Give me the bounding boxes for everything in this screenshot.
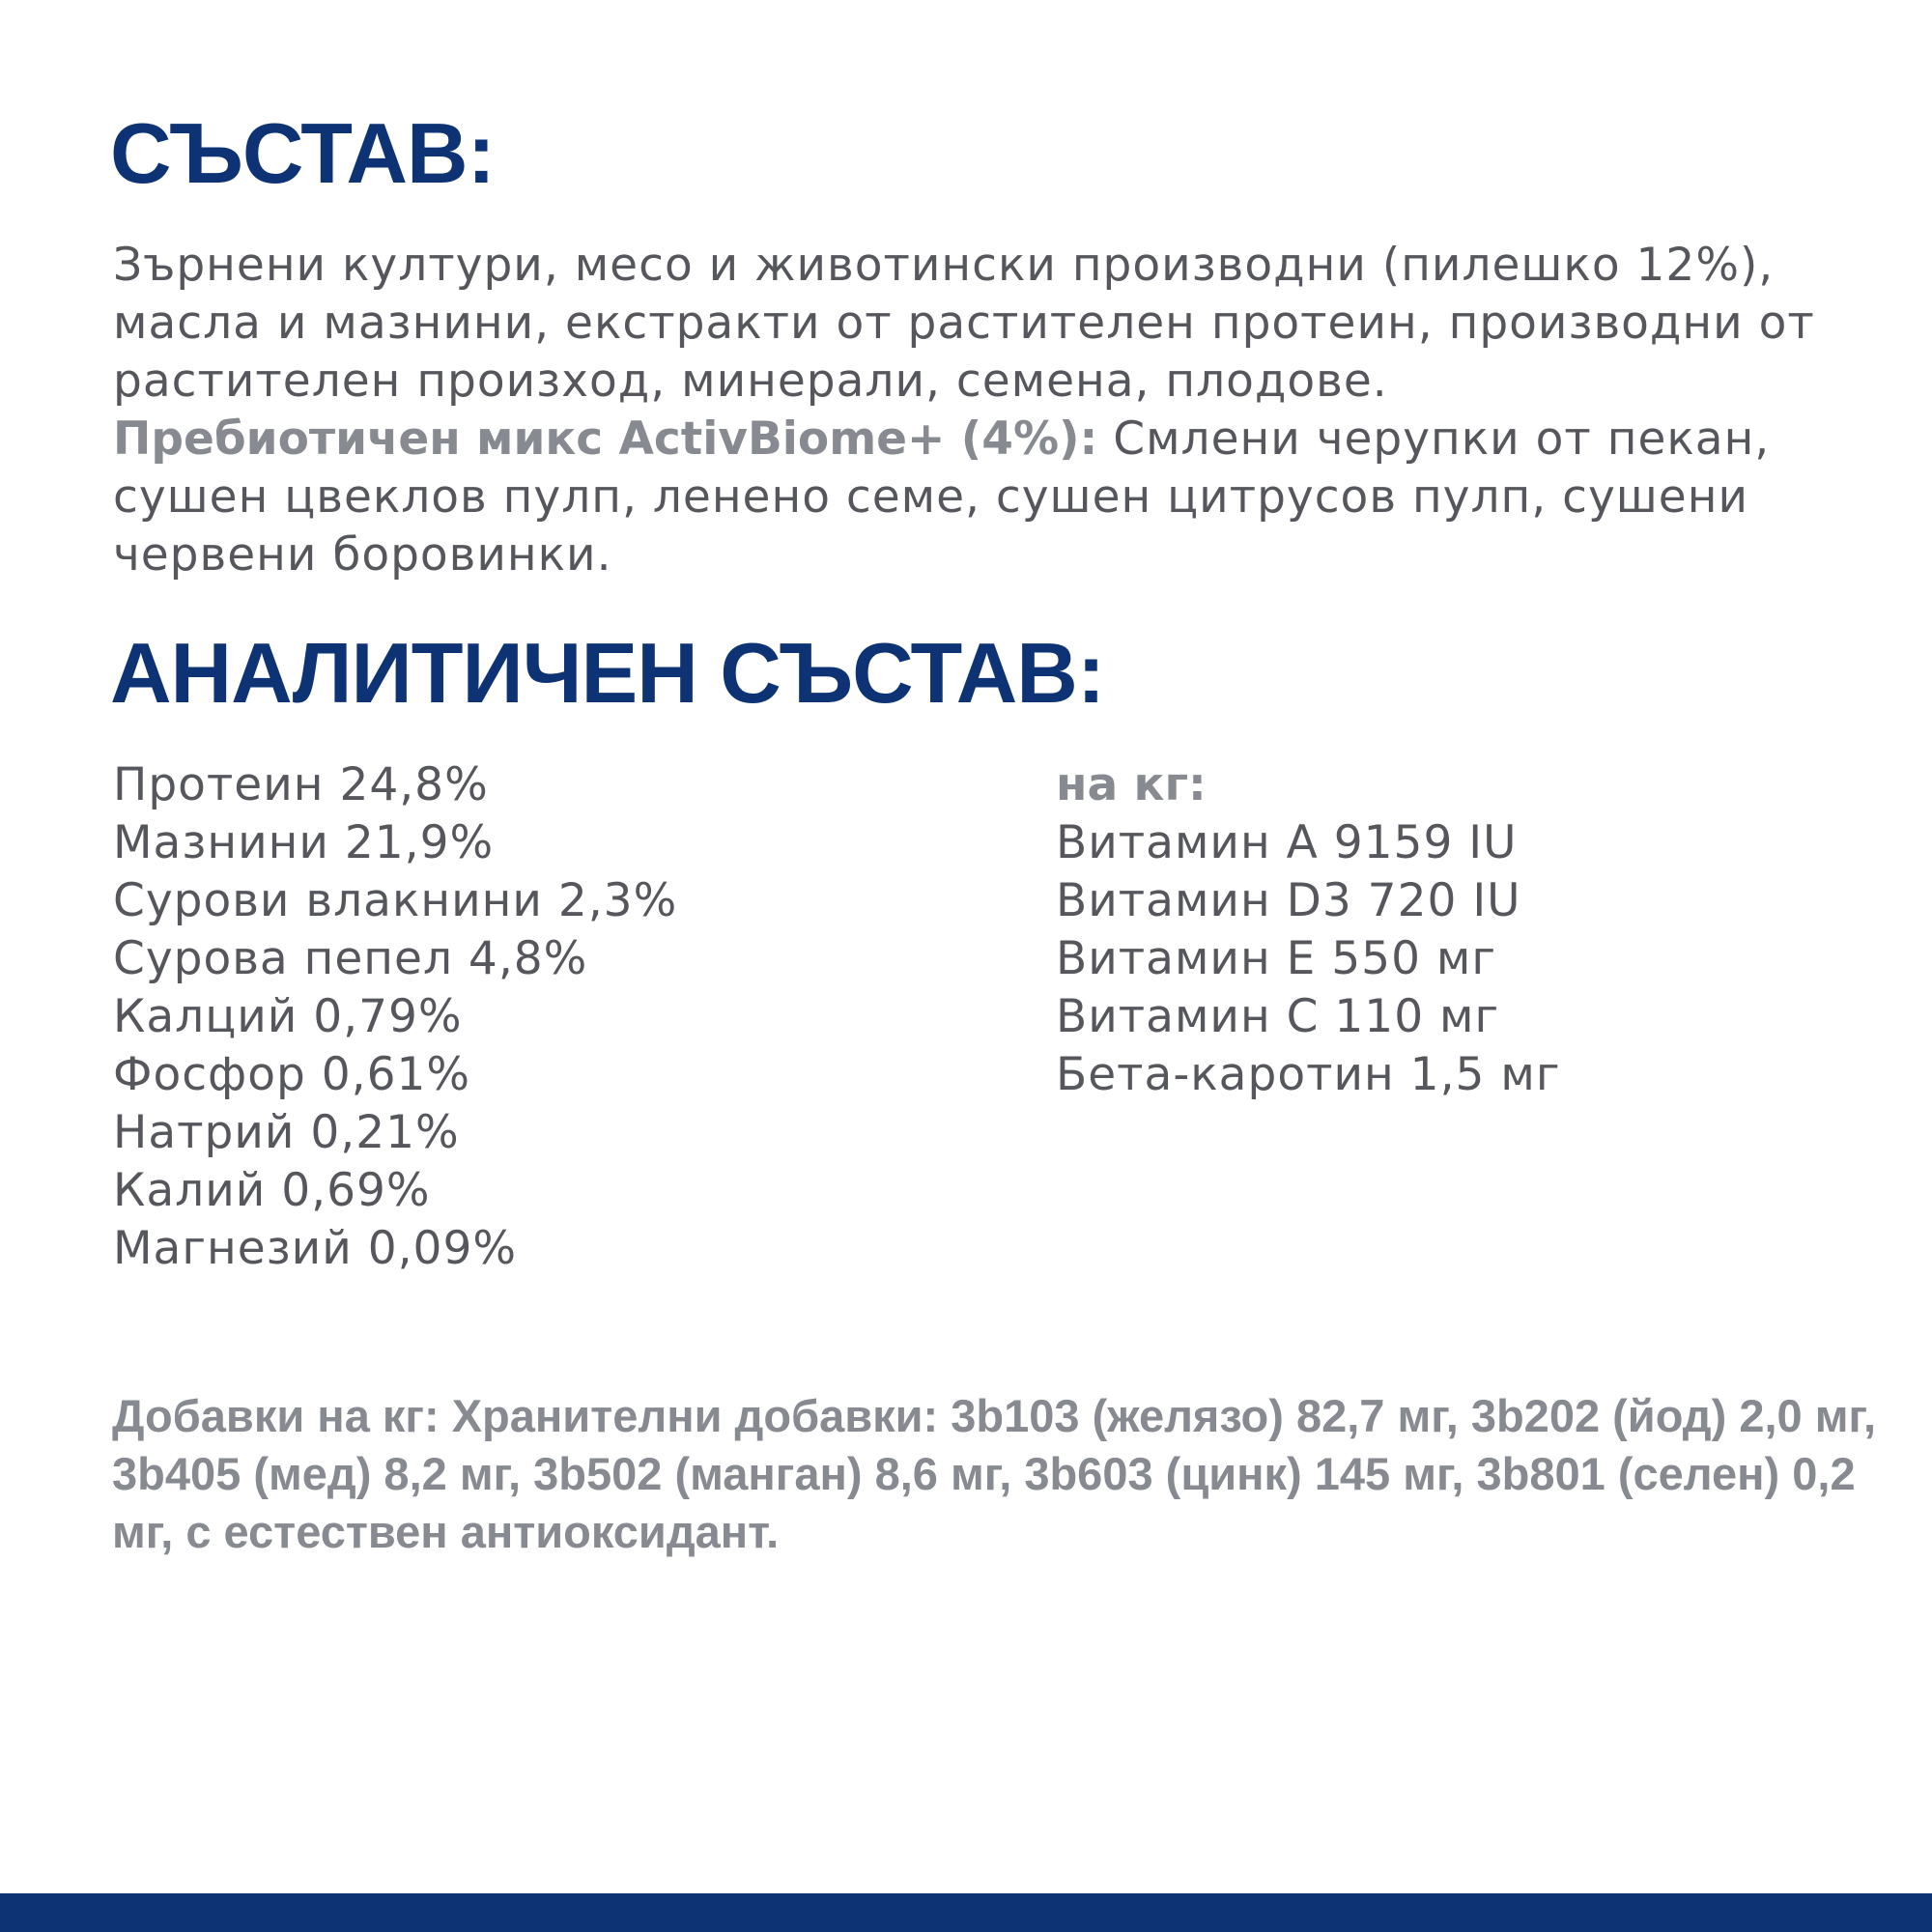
prebiotic-label: Пребиотичен микс ActivBiome+ (4%): — [113, 412, 1098, 466]
analytical-nutrient-list — [113, 756, 677, 1278]
vitamins-per-kg-list — [1056, 756, 1561, 1104]
list-item: Магнезий 0,09% — [113, 1222, 518, 1275]
composition-text: Зърнени култури, месо и животински производни (пилешко 12%), масла и мазнини, екстракти от растителен протеин, производни от растителен произход, минерали, семена, плодове. — [113, 239, 1815, 408]
list-item: Витамин C 110 мг — [1056, 990, 1500, 1043]
composition-paragraph — [113, 237, 1890, 584]
list-item: Калий 0,69% — [113, 1164, 431, 1217]
list-item: Мазнини 21,9% — [113, 816, 495, 869]
list-item: Натрий 0,21% — [113, 1106, 460, 1159]
list-item: Сурови влакнини 2,3% — [113, 874, 678, 927]
list-item: Сурова пепел 4,8% — [113, 932, 588, 985]
footer-bar — [0, 1893, 1932, 1932]
additives-paragraph: Добавки на кг: Хранителни добавки: 3b103 (желязо) 82,7 мг, 3b202 (йод) 2,0 мг, 3b405 (мед) 8,2 мг, 3b502 (манган) 8,6 мг, 3b603 (цинк) 145 мг, 3b801 (селен) 0,2 мг, с естествен антиоксидант. — [112, 1390, 1877, 1557]
list-item: Витамин D3 720 IU — [1056, 874, 1521, 927]
list-item: Протеин 24,8% — [113, 758, 489, 811]
prebiotic-text: Смлени черупки от пекан, сушен цвеклов пулп, ленено семе, сушен цитрусов пулп, сушени червени боровинки. — [113, 412, 1771, 582]
list-item: Бета-каротин 1,5 мг — [1056, 1048, 1561, 1101]
per-kg-heading: на кг: — [1056, 758, 1207, 811]
composition-heading: СЪСТАВ: — [110, 105, 495, 201]
list-item: Фосфор 0,61% — [113, 1048, 471, 1101]
list-item: Калций 0,79% — [113, 990, 463, 1043]
list-item: Витамин A 9159 IU — [1056, 816, 1518, 869]
analytical-heading: АНАЛИТИЧЕН СЪСТАВ: — [110, 625, 1105, 721]
list-item: Витамин E 550 мг — [1056, 932, 1497, 985]
